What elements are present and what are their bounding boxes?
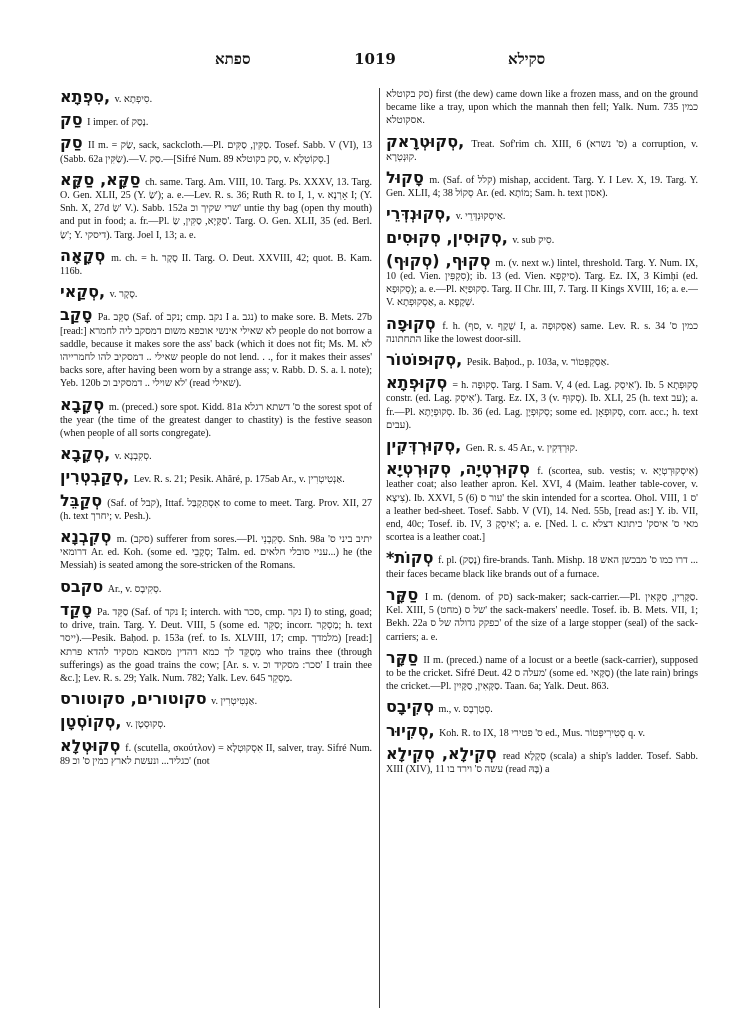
dictionary-entry bbox=[60, 713, 372, 731]
entry-headword: סַקָּר bbox=[386, 647, 419, 667]
entry-headword: סִפְתָא, bbox=[60, 88, 111, 106]
entry-headword: סָקַב bbox=[60, 305, 93, 325]
entry-headword: סְקוּרְטְיָה, סְקוּרְטְיָא bbox=[386, 459, 530, 479]
entry-definition: II m. = שַׂק, sack, sackcloth.—Pl. סַקִּין, סַקִּים. Tosef. Sabb. V (VI), 13 (Sabb. 62a שַׂקִּין).—V. סַק.—[Sifré Num. 89 סַק בקוטלא, v. סְקוֹטְלָא.] bbox=[60, 140, 372, 165]
entry-definition: Lev. R. s. 21; Pesik. Ahăré, p. 175ab Ar., v. אַנְטִיטְרִין. bbox=[133, 474, 345, 486]
entry-definition: II m. (preced.) name of a locust or a beetle (sack-carrier), supposed to be the cricket. Sifré Deut. 42 מעלה ס' (some ed. סַקָּאי) (the late rain) brings the cricket.—Pl. סַקָּאִין, סַקָּיִין. Taan. 6a; Yalk. Deut. 863. bbox=[386, 654, 698, 693]
column-divider bbox=[379, 88, 380, 1008]
entry-headword: סקבס bbox=[60, 576, 104, 596]
dictionary-entry bbox=[60, 578, 372, 596]
entry-definition: f. pl. (נָסַק) fire-brands. Tanh. Mishp. 18 דרו כמו ס' מבכשן האש ... their faces became black like brands out of a furnace. bbox=[386, 555, 698, 580]
left-column bbox=[60, 88, 372, 1008]
dictionary-entry bbox=[386, 549, 698, 580]
entry-headword: סְקָבָא bbox=[60, 394, 105, 414]
entry-headword: *סְקוֹת bbox=[386, 548, 434, 568]
dictionary-entry bbox=[386, 351, 698, 369]
entry-headword: סְקִיוּר, bbox=[386, 720, 435, 740]
entry-definition: v. סְקִבְנָא. bbox=[114, 451, 152, 463]
entry-definition: m. ch. = h. סָקָר II. Targ. O. Deut. XXVIII, 42; quot. B. Kam. 116b. bbox=[60, 252, 372, 278]
entry-headword: סְקוּפָה bbox=[386, 313, 436, 333]
dictionary-entry bbox=[60, 306, 372, 390]
entry-definition: v. sub סִיק. bbox=[512, 234, 555, 246]
entry-definition: ch. same. Targ. Am. VIII, 10. Targ. Ps. XXXV, 13. Targ. O. Gen. XLII, 25 (Y. שַׂ'); a. e.—Lev. R. s. 36; Ruth R. to I, 1, v. אָרְנָא I; (Y. Snh. X, 27d שַׂ' V.). Sabb. 152a שרי שקיך וכ' untie thy bag (open thy mouth) and put in food; a. fr.—Pl. סַקַּיָא, סַקִּין, שַׂ'. Targ. O. Gen. XLII, 35 (ed. Berl. שַׂ'; Y. דיסקי). Targ. Joel I, 13; a. e. bbox=[60, 176, 372, 241]
dictionary-entry bbox=[60, 247, 372, 278]
entry-headword: סְקָבָא, bbox=[60, 444, 111, 464]
entry-headword: סְקוּטְרָאק, bbox=[386, 131, 465, 151]
entry-headword: סְקוֹסְטָן, bbox=[60, 712, 122, 732]
entry-headword: סְקוּסִין, סְקוּסִים, bbox=[386, 227, 508, 247]
dictionary-entry bbox=[60, 492, 372, 523]
entry-headword: סְקַאי, bbox=[60, 282, 106, 302]
entry-definition: read סְקָלָא (scala) a ship's ladder. Tosef. Sabb. XIII (XIV), 11 עשה ס' וירד בו (read בָּהּ) a bbox=[386, 750, 698, 775]
entry-definition: f. (scortea, sub. vestis; v. אִיסְקוּרְטְיָא) leather coat; also leather apron. Kel. XVI, 4 (Maim. leather table-cover, v. צִיצָא). Ib. XXVI, 5 (6) עור ס' the skin intended for a scortea. Ohol. VIII, 1 ס' a leather bed-sheet. Tosef. Sabb. V (VI), 14. Ned. 55b, [read as:] Y. ib. VII, end, 40c; Tosef. ib. IV, 3 אִיסְקֶ'; a. e. [Ned. l. c. מאי ס' איסק' כיתונא דצלא scortea is a leather coat.] bbox=[386, 466, 698, 544]
entry-headword: סַק bbox=[60, 133, 83, 153]
dictionary-entry bbox=[60, 134, 372, 165]
dictionary-entry bbox=[386, 586, 698, 644]
entry-definition: v. אַנְטִיטְרִין. bbox=[211, 696, 258, 708]
entry-definition: סק בקוטלא) first (the dew) came down like a frozen mass, and on the ground became like a tray, upon which the mannah then fell; Yalk. Num. 735 כמין אסקוטלא. bbox=[386, 89, 698, 127]
entry-headword: סַק bbox=[60, 110, 83, 130]
entry-definition: f. h. (סף, v. שֶׁקֶף I, a. אַסְקוּפָה) same. Lev. R. s. 34 כמין ס' התחתונה like the lowest door-sill. bbox=[386, 320, 698, 345]
dictionary-entry bbox=[60, 171, 372, 242]
dictionary-entry bbox=[386, 722, 698, 740]
running-head-left: ספתא bbox=[215, 50, 251, 68]
dictionary-entry bbox=[386, 745, 698, 776]
entry-definition: = h. סְקוּפָה. Targ. I Sam. V, 4 (ed. Lag. אִיסְק'). Ib. 5 סְקוּפְתָא constr. (ed. Lag. אִיסְק'). Targ. Ez. IX, 3 (v. סְקוּף). Ib. XLI, 25 (h. text עב); a. fr.—Pl. סְקוּפְיָתָא. Ib. 36 (ed. Lag. סְקוּפְיָן; some ed. סְקוּפְאָן, corr. acc.; h. text עבים). bbox=[386, 380, 698, 431]
entry-definition: v. סָקָר. bbox=[109, 289, 138, 301]
entry-headword: סְקִבְנָא bbox=[60, 527, 112, 547]
entry-headword: סקוטורים, סקוטורס bbox=[60, 689, 207, 709]
entry-definition: v. סְקוּסְטָן. bbox=[125, 719, 166, 731]
entry-headword: סְקַבְטְרִין, bbox=[60, 467, 130, 487]
entry-definition: m., v. סְטַרְבָס. bbox=[438, 704, 493, 716]
entry-definition: Pa. סַקֵּד (Saf. of נקד I; interch. with סכר, cmp. נקר I) to sting, goad; to drive, train. Targ. Y. Deut. VIII, 5 (some ed. סַקֵּר; incorr. מַסְקַר; h. text ייסר).—Pesik. Baḥod. p. 153a (ref. to Is. XLVIII, 17; cmp. מלמדך) [read:] מְסַקֵּד לך כמא דהדין מסאבא מסקיד להדא פרתא who trains thee (through sufferings) as the goad trains the cow; [Ar. s. v. סכר: מסקיד וכ' I train thee &c.]; Lev. R. s. 29; Yalk. Num. 782; Yalk. Lev. 645 מַסְקֵר. bbox=[60, 606, 372, 684]
dictionary-entry bbox=[386, 229, 698, 247]
entry-headword: סָקוּל bbox=[386, 168, 424, 188]
entry-headword: סַקָּא, סַקָּא bbox=[60, 169, 141, 189]
entry-definition: I imper. of נָסַק. bbox=[87, 117, 149, 129]
dictionary-entry bbox=[386, 205, 698, 223]
right-column bbox=[386, 88, 698, 1008]
entry-headword: סְקִיבָס bbox=[386, 697, 434, 717]
entry-headword: סְקוּפוֹטוֹר, bbox=[386, 350, 463, 370]
dictionary-entry bbox=[60, 528, 372, 573]
dictionary-entry bbox=[60, 111, 372, 129]
entry-definition: m. (Saf. of קלל) mishap, accident. Targ. Y. I Lev. X, 19. Targ. Y. Gen. XLII, 4; 38 סְקוֹל Ar. (ed. מוֹתָא; Sam. h. text אסון). bbox=[386, 175, 698, 200]
dictionary-entry bbox=[60, 601, 372, 685]
entry-headword: סְקוּרְדְּקִין, bbox=[386, 436, 462, 456]
entry-definition: I m. (denom. of סק) sack-maker; sack-carrier.—Pl. סַקָּרִין, סַקָּאִין. Kel. XIII, 5 (מחט) של ס' the sack-makers' needle. Tosef. ib. B. Mets. VII, 1; Bekh. 22a כפקק גדולה של ס' of the size of a large stopper (seal) of the sack-carriers; a. e. bbox=[386, 591, 698, 643]
entry-headword: סְקַבֵּל bbox=[60, 490, 103, 510]
dictionary-entry bbox=[386, 88, 698, 128]
entry-definition: (Saf. of קבל), Ittaf. אִסְתַּקְבַּל to come to meet. Targ. Prov. XII, 27 (h. text יחרך; v. Pesh.). bbox=[60, 497, 372, 522]
entry-headword: סְקִילָא, סְקִילָא bbox=[386, 743, 497, 763]
entry-definition: f. (scutella, σκούτλον) = אִסְקוּטְלָא II, salver, tray. Sifré Num. 89 כגליד... ונעשת לארץ כמין ס' וכ' (not bbox=[60, 742, 372, 767]
entry-definition: m. (preced.) sore spot. Kidd. 81a ס' דשתא רגלא the sorest spot of the year (the time of the greatest danger to chastity) is the festive season (when people of all sorts congregate). bbox=[60, 401, 372, 440]
dictionary-entry bbox=[386, 698, 698, 716]
entry-headword: סְקוּף, (סְקוּף) bbox=[386, 250, 491, 270]
dictionary-entry bbox=[60, 445, 372, 463]
entry-headword: סָקַד bbox=[60, 599, 93, 619]
dictionary-entry bbox=[60, 468, 372, 486]
dictionary-entry bbox=[60, 737, 372, 768]
dictionary-entry bbox=[386, 374, 698, 432]
entry-definition: m. (v. next w.) lintel, threshold. Targ. Y. Num. IX, 10 (ed. Vien. סִקְפִּין); ib. 13 (ed. Vien. סִיקְפָא). Targ. Ez. IX, 3 Kimḥi (ed. סְקוּפָא); a. e.—Pl. סְקוּפַיָּא. Targ. II Chr. III, 7. Targ. II Kings XVIII, 16; a. e.—V. אַסְקוּפְתָא, a. שְׁקָפָא. bbox=[386, 257, 698, 309]
entry-definition: Pesik. Baḥod., p. 103a, v. אַסְקְפְּטוֹר. bbox=[466, 357, 610, 369]
page-number: 1019 bbox=[354, 50, 396, 68]
dictionary-entry bbox=[386, 460, 698, 544]
dictionary-entry bbox=[386, 649, 698, 694]
running-head-right: סקילא bbox=[508, 50, 546, 68]
entry-definition: v. אַיסְקוּנְדְּרֵי. bbox=[455, 211, 506, 223]
entry-headword: סַקָּר bbox=[386, 584, 419, 604]
entry-headword: סְקוּטְלָא bbox=[60, 735, 121, 755]
entry-definition: Gen. R. s. 45 Ar., v. קוּרְדְּקִין. bbox=[465, 443, 578, 455]
dictionary-entry bbox=[60, 88, 372, 106]
dictionary-entry bbox=[386, 133, 698, 164]
entry-definition: m. (סקב) sufferer from sores.—Pl. סְקִבְנֵי. Snh. 98a יתיב ביני ס' דרומאי Ar. ed. Koh. (some ed. סְקָבֵי; Talm. ed. עניי סובלי חלאים...) he (the Messiah) is seated among the sore-stricken of the Romans. bbox=[60, 534, 372, 572]
dictionary-entry bbox=[386, 437, 698, 455]
dictionary-entry bbox=[60, 396, 372, 441]
entry-definition: Ar., v. סְקִיבָס. bbox=[107, 583, 162, 595]
entry-headword: סְקוּפְתָא bbox=[386, 373, 448, 393]
entry-definition: Treat. Sof'rim ch. XIII, 6 (ס' נשרא) a corruption, v. קוּנְטְרָא. bbox=[386, 138, 698, 163]
entry-definition: Koh. R. to IX, 18 ס' פטירי ed., Mus. סְטִירִיפְּטוֹר q. v. bbox=[439, 727, 645, 739]
entry-headword: סְקָאָה bbox=[60, 245, 106, 265]
dictionary-entry bbox=[386, 169, 698, 200]
dictionary-entry bbox=[60, 690, 372, 708]
dictionary-entry bbox=[386, 315, 698, 346]
entry-headword: סְקוּנְדְּרֵי, bbox=[386, 204, 452, 224]
entry-definition: Pa. סַקֵּב (Saf. of נקב; cmp. נקב I a. נגב) to make sore. B. Mets. 27b [read:] לא שאילי אינשי אוכפא משום דמסקב ליה לחמרא people do not borrow a saddle, because it makes sore the ass' back (which it does not fit; Ms. M. לא שאילי .. דמסקיב להו לחמרייהו people do not lend. . ., for it makes their asses' backs sore, after having been worn by a strange ass; v. Rabb. D. S. a. l. note); Yeb. 120b לא שוילי .. דמסקיב וכ' (read שאילי). bbox=[60, 312, 372, 390]
dictionary-entry bbox=[386, 252, 698, 310]
entry-definition: v. סִיפְתָא. bbox=[114, 94, 153, 105]
dictionary-entry bbox=[60, 283, 372, 301]
